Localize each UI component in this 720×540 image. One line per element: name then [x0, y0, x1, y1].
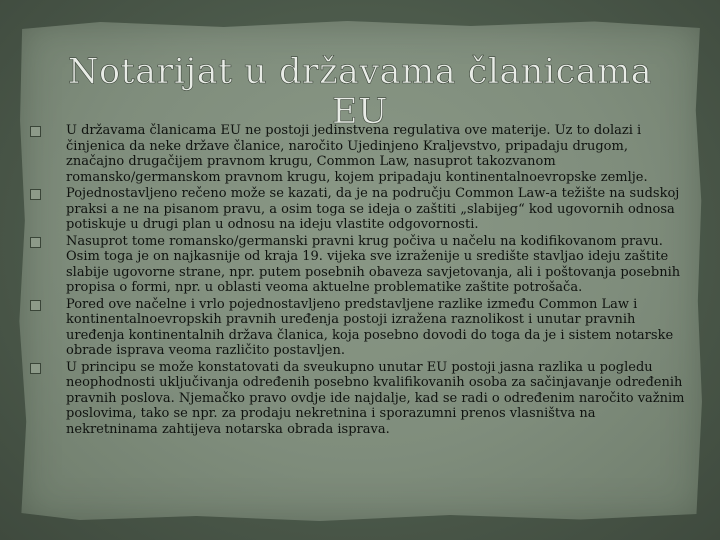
- slide-title: Notarijat u državama članicama EU: [67, 52, 653, 132]
- square-bullet-icon: [30, 300, 41, 311]
- square-bullet-icon: [30, 363, 41, 374]
- bullet-list: [30, 123, 690, 438]
- square-bullet-icon: [30, 126, 41, 137]
- bullet-item: [30, 360, 690, 438]
- bullet-item: [30, 186, 690, 233]
- bullet-item: [30, 234, 690, 296]
- bullet-text: U državama članicama EU ne postoji jedinstvena regulativa ove materije. Uz to dolazi i činjenica da neke države članice, naročito Ujedinjeno Kraljevstvo, pripadaju drugom, značajno drugačijem pravnom krugu, Common Law, nasuprot takozvanom romansko/germanskom pravnom krugu, kojem pripadaju kontinentalnoevropske zemlje.: [66, 123, 648, 185]
- bullet-text: Nasuprot tome romansko/germanski pravni krug počiva u načelu na kodifikovanom pravu. Osim toga je on najkasnije od kraja 19. vijeka sve izraženije u središte stavljao ideju zaštite slabije ugovorne strane, npr. putem posebnih obaveza savjetovanja, ali i poštovanja posebnih propisa o formi, npr. u oblasti veoma aktuelne problematike zaštite potrošača.: [66, 233, 681, 295]
- bullet-text: Pored ove načelne i vrlo pojednostavljeno predstavljene razlike između Common Law i kontinentalnoevropskih pravnih uređenja postoji izražena raznolikost i unutar pravnih uređenja kontinentalnih država članica, koja posebno dovodi do toga da je i sistem notarske obrade isprava veoma različito postavljen.: [66, 296, 674, 358]
- square-bullet-icon: [30, 237, 41, 248]
- bullet-text: Pojednostavljeno rečeno može se kazati, da je na području Common Law-a težište na sudskoj praksi a ne na pisanom pravu, a osim toga se ideja o zaštiti „slabijeg“ kod ugovornih odnosa potiskuje u drugi plan u odnosu na ideju vlastite odgovornosti.: [66, 186, 680, 232]
- bullet-text: U principu se može konstatovati da sveukupno unutar EU postoji jasna razlika u pogledu neophodnosti uključivanja određenih posebno kvalifikovanih osoba za sačinjavanje određenih pravnih poslova. Njemačko pravo ovdje ide najdalje, kad se radi o određenim naročito važnim poslovima, tako se npr. za prodaju nekretnina i sporazumni prenos vlasništva na nekretninama zahtijeva notarska obrada isprava.: [66, 359, 685, 437]
- bullet-item: [30, 123, 690, 185]
- bullet-item: [30, 297, 690, 359]
- square-bullet-icon: [30, 189, 41, 200]
